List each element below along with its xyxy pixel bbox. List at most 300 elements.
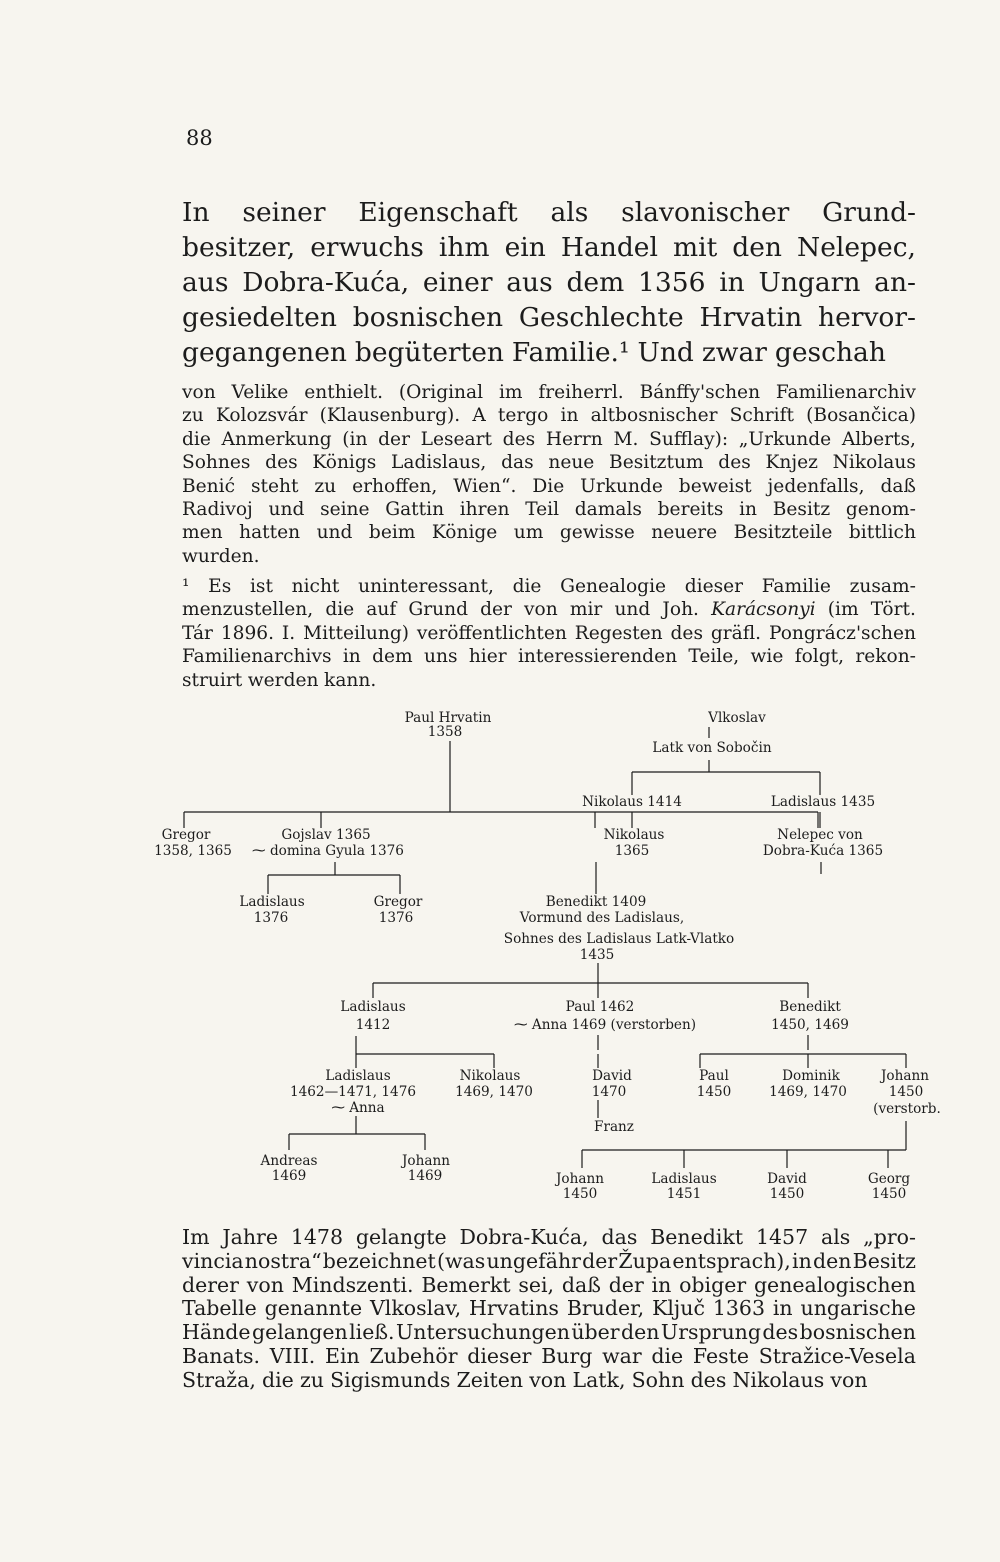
word: über (571, 1320, 620, 1345)
word: im (498, 382, 523, 403)
word: rekon- (855, 646, 916, 668)
genealogy-label: Ladislaus 1435 (770, 794, 876, 810)
genealogy-label: Benedikt 1409 (545, 894, 647, 910)
genealogy-label: 1469, 1470 (455, 1084, 533, 1100)
word: Familie.¹ (511, 337, 630, 368)
word: neuere (651, 522, 718, 544)
word: daß (880, 475, 916, 497)
word: war (602, 1343, 642, 1368)
word: M. (613, 428, 639, 450)
word: Sufflay): (649, 428, 729, 450)
genealogy-label: Paul Hrvatin (404, 710, 492, 726)
word: Hrvatin (699, 302, 803, 333)
word: in (772, 1296, 793, 1321)
word: Königs (312, 452, 377, 474)
word: Sohn (631, 1367, 685, 1392)
word: Ungarn (758, 267, 861, 298)
word: Schrift (729, 405, 794, 427)
word: einer (422, 267, 493, 298)
genealogy-label: Nikolaus (603, 827, 665, 843)
word: Die (532, 475, 565, 497)
word: Banats. (182, 1343, 260, 1368)
word: ist (249, 576, 273, 597)
word: „pro- (863, 1225, 916, 1249)
intro-paragraph (182, 195, 916, 370)
word: ihm (438, 232, 490, 263)
word: daß (561, 1272, 601, 1297)
genealogy-label: 1358, 1365 (154, 843, 232, 859)
word: Bemerkt (421, 1272, 511, 1297)
genealogy-label: Paul (699, 1068, 729, 1084)
word: I. (281, 622, 296, 644)
footnote-line (182, 428, 916, 451)
closing-line (182, 1369, 916, 1393)
word: Tört. (870, 599, 916, 621)
genealogy-label: Paul 1462 (565, 999, 635, 1015)
word: Geschlechte (518, 302, 684, 333)
genealogy-label: Georg (867, 1171, 911, 1187)
word: bosnischen (352, 302, 504, 333)
genealogy-label: 1435 (579, 947, 615, 963)
word: Grund (408, 599, 468, 621)
word: VIII. (269, 1343, 316, 1368)
word: menzustellen, (182, 599, 314, 621)
word: Ursprung (660, 1320, 761, 1345)
word: 1356 (637, 267, 706, 298)
word: uns (424, 646, 458, 668)
word: Familienarchivs (182, 646, 332, 668)
word: Knjez (765, 452, 818, 474)
genealogy-label: 1462—1471, 1476 (289, 1084, 417, 1100)
genealogy-label: 1358 (427, 724, 463, 740)
word: altbosnischer (590, 405, 718, 427)
word: von (529, 1367, 567, 1392)
footnote-line (182, 521, 916, 544)
word: hatten (239, 522, 301, 544)
word: hier (468, 646, 507, 668)
word: Familie (761, 576, 831, 597)
word: zwar (701, 337, 767, 368)
closing-paragraph (182, 1226, 916, 1393)
genealogy-connectors (184, 727, 906, 1168)
intro-line (182, 265, 916, 300)
word: interessierenden (517, 646, 678, 668)
word: Handel (560, 232, 658, 263)
word: in (560, 405, 579, 427)
word: des (718, 452, 751, 474)
word: tergo (497, 405, 549, 427)
word: Dobra-Kuća, (459, 1225, 589, 1249)
word: men (182, 522, 223, 544)
word: (Original (398, 382, 484, 403)
footnote-line (182, 545, 916, 568)
footnote-line (182, 404, 916, 427)
word: folgt, (794, 646, 845, 668)
word: Burg (541, 1343, 593, 1368)
word: vincia (182, 1248, 244, 1273)
word: In (182, 197, 210, 228)
word: 1896. (220, 622, 275, 644)
word: werden (247, 669, 319, 691)
footnote-line (182, 451, 916, 474)
genealogy-label: Johann (880, 1068, 930, 1084)
genealogy-label: Gojslav 1365 (281, 827, 371, 843)
word: ¹ (182, 576, 190, 597)
word: „Urkunde (738, 428, 832, 450)
word: zu (314, 475, 337, 497)
word: gelangen (251, 1320, 348, 1345)
genealogy-label: 1450 (871, 1186, 907, 1202)
word: hervor- (818, 302, 916, 333)
word: bittlich (848, 522, 916, 544)
word: Latk, (572, 1367, 626, 1392)
word: Župa (618, 1248, 672, 1273)
word: dem (566, 267, 625, 298)
word: Tabelle (182, 1296, 257, 1321)
genealogy-label: Vormund des Ladislaus, (519, 910, 685, 926)
note1-line (182, 622, 916, 645)
word: Stražice-Vesela (758, 1343, 916, 1368)
word: bosnischen (799, 1320, 916, 1345)
closing-line (182, 1274, 916, 1298)
word: Sohnes (182, 452, 251, 474)
word: 1363 (712, 1296, 766, 1321)
word: dieser (467, 1343, 532, 1368)
word: struirt (182, 669, 243, 691)
word: (Bosančica) (806, 405, 916, 427)
word: als (820, 1225, 851, 1249)
genealogy-label: David (767, 1171, 807, 1187)
word: des (690, 1367, 727, 1392)
word: die (261, 1367, 294, 1392)
word: mit (672, 232, 718, 263)
word: Vlkoslav, (370, 1296, 462, 1321)
genealogy-label: 1469 (407, 1168, 443, 1184)
word: Ladislaus, (391, 452, 487, 474)
word: zusam- (849, 576, 916, 597)
word: beweist (678, 475, 752, 497)
genealogy-label: Johann (555, 1171, 605, 1187)
word: Alberts, (841, 428, 916, 450)
word: ungarische (800, 1296, 916, 1321)
note1-line (182, 645, 916, 668)
word: slavonischer (621, 197, 790, 228)
closing-line (182, 1345, 916, 1369)
word: Zeiten (456, 1367, 524, 1392)
word: Teile, (688, 646, 740, 668)
genealogy-label: 1412 (355, 1017, 391, 1033)
note1-line (182, 669, 916, 692)
word: Sigismunds (330, 1367, 451, 1392)
closing-line (182, 1297, 916, 1321)
closing-line (182, 1226, 916, 1250)
word: ihren (459, 499, 510, 521)
word: von (246, 1272, 284, 1297)
word: Mitteilung) (303, 622, 409, 644)
genealogy-label: 1376 (378, 910, 414, 926)
word: seine (320, 499, 370, 521)
footnote-line (182, 498, 916, 521)
word: Wien“. (453, 475, 517, 497)
word: der (378, 428, 410, 450)
word: des (265, 452, 298, 474)
word: gesiedelten (182, 302, 337, 333)
word: ließ. (349, 1320, 395, 1345)
genealogy-label: 1376 (253, 910, 289, 926)
word: neue (548, 452, 595, 474)
word: dem (372, 646, 413, 668)
footnote-line (182, 381, 916, 404)
word: dieser (684, 576, 744, 597)
word: Benić (182, 475, 236, 497)
word: das (501, 452, 534, 474)
word: die (512, 576, 542, 597)
word: Velike (231, 382, 289, 403)
word: bezeichnet (322, 1248, 436, 1273)
genealogy-label: 1469 (271, 1168, 307, 1184)
word: genannte (264, 1296, 363, 1321)
word: enthielt. (304, 382, 384, 403)
word: genealogischen (753, 1272, 916, 1297)
intro-line (182, 230, 916, 265)
note1-line (182, 598, 916, 621)
word: Karácsonyi (711, 599, 816, 621)
word: Eigenschaft (358, 197, 518, 228)
word: kann. (324, 669, 377, 691)
word: in (792, 1248, 812, 1273)
word: den (812, 1248, 852, 1273)
genealogy-label: ⁓ domina Gyula 1376 (252, 843, 404, 859)
word: Teil (525, 499, 560, 521)
genealogy-label: Ladislaus (651, 1171, 717, 1187)
word: Joh. (662, 599, 699, 621)
genealogy-label: 1365 (614, 843, 650, 859)
page-number: 88 (186, 126, 213, 150)
genealogy-label: Sohnes des Ladislaus Latk-Vlatko (503, 931, 735, 947)
genealogy-label: ⁓ Anna (331, 1100, 385, 1116)
word: gräfl. (710, 622, 762, 644)
word: Grund- (822, 197, 916, 228)
genealogy-label: Ladislaus (340, 999, 406, 1015)
genealogy-label: 1450 (769, 1186, 805, 1202)
word: gewisse (559, 522, 635, 544)
genealogy-label: ⁓ Anna 1469 (verstorben) (513, 1017, 697, 1033)
footnote-1 (182, 575, 916, 692)
genealogy-label: 1450 (696, 1084, 732, 1100)
word: Familienarchiv (775, 382, 916, 403)
word: damals (574, 499, 642, 521)
word: in (342, 646, 361, 668)
word: wie (750, 646, 784, 668)
genealogy-label: Johann (401, 1153, 451, 1169)
intro-line (182, 335, 916, 370)
word: als (550, 197, 589, 228)
word: 1457 (755, 1225, 809, 1249)
word: Dobra-Kuća, (242, 267, 410, 298)
word: ein (504, 232, 546, 263)
closing-line (182, 1321, 916, 1345)
word: den (621, 1320, 660, 1345)
word: Besitzteile (733, 522, 833, 544)
word: der (582, 1248, 618, 1273)
word: Leseart (420, 428, 492, 450)
word: des (762, 1320, 799, 1345)
word: Straža, (182, 1367, 256, 1392)
word: Anmerkung (221, 428, 332, 450)
word: auf (366, 599, 397, 621)
word: Und (637, 337, 694, 368)
intro-line (182, 300, 916, 335)
word: genom- (845, 499, 916, 521)
word: Ključ (652, 1296, 705, 1321)
word: Gattin (385, 499, 445, 521)
word: Hände (182, 1320, 251, 1345)
word: Besitztum (609, 452, 704, 474)
word: in (739, 499, 758, 521)
word: Urkunde (580, 475, 663, 497)
word: Mindszenti. (291, 1272, 414, 1297)
word: A (472, 405, 486, 427)
genealogy-label: Franz (594, 1119, 634, 1135)
genealogy-label: Andreas (260, 1153, 318, 1169)
genealogy-label: Dominik (782, 1068, 840, 1084)
word: an- (874, 267, 916, 298)
word: Tár (182, 622, 213, 644)
word: Besitz (772, 499, 831, 521)
word: Im (182, 1225, 210, 1249)
word: in (719, 267, 745, 298)
word: aus (506, 267, 553, 298)
word: jedenfalls, (767, 475, 865, 497)
word: wurden. (182, 545, 260, 567)
word: begüterten (354, 337, 504, 368)
word: (was (437, 1248, 486, 1273)
word: und (316, 522, 353, 544)
word: Benedikt (650, 1225, 744, 1249)
genealogy-label: Dobra-Kuća 1365 (762, 843, 884, 859)
word: Feste (692, 1343, 750, 1368)
genealogy-label: David (592, 1068, 632, 1084)
word: Pongrácz'schen (768, 622, 916, 644)
genealogy-label: Nikolaus (459, 1068, 521, 1084)
word: Jahre (222, 1225, 278, 1249)
word: entsprach), (672, 1248, 791, 1273)
word: besitzer, (182, 232, 296, 263)
word: zu (299, 1367, 324, 1392)
word: (Klausenburg). (319, 405, 461, 427)
genealogy-label: 1470 (591, 1084, 627, 1100)
word: Genealogie (560, 576, 667, 597)
word: den (732, 232, 782, 263)
word: die (182, 428, 211, 450)
word: Radivoj (182, 499, 253, 521)
footnote-continuation (182, 381, 916, 568)
genealogy-label: 1450 (888, 1084, 924, 1100)
genealogy-label: Nikolaus 1414 (582, 794, 682, 810)
genealogy-label: Gregor (161, 827, 211, 843)
genealogy-label: Benedikt (779, 999, 841, 1015)
word: bereits (657, 499, 724, 521)
word: obiger (679, 1272, 747, 1297)
word: und (614, 599, 651, 621)
word: ungefähr (486, 1248, 581, 1273)
word: Hrvatins (468, 1296, 559, 1321)
word: freiherrl. (538, 382, 624, 403)
genealogy-label: 1451 (666, 1186, 702, 1202)
word: Nikolaus (832, 452, 916, 474)
word: aus (182, 267, 229, 298)
word: die (325, 599, 355, 621)
word: Zubehör (369, 1343, 458, 1368)
word: Bruder, (566, 1296, 645, 1321)
genealogy-label: 1450, 1469 (771, 1017, 849, 1033)
word: steht (250, 475, 299, 497)
word: und (268, 499, 305, 521)
word: seiner (242, 197, 326, 228)
word: der (480, 599, 512, 621)
genealogy-label: Latk von Sobočin (652, 740, 772, 756)
word: von (524, 599, 558, 621)
genealogy-label: Vlkoslav (708, 710, 766, 726)
word: Nelepec, (797, 232, 916, 263)
word: Herrn (545, 428, 603, 450)
word: um (513, 522, 544, 544)
genealogy-label: 1469, 1470 (769, 1084, 847, 1100)
word: in (651, 1272, 672, 1297)
intro-line (182, 195, 916, 230)
word: Ein (325, 1343, 360, 1368)
word: gegangenen (182, 337, 347, 368)
word: von (182, 382, 216, 403)
note1-line (182, 575, 916, 598)
word: erhoffen, (352, 475, 438, 497)
word: die (651, 1343, 684, 1368)
word: Nikolaus (732, 1367, 825, 1392)
word: der (608, 1272, 644, 1297)
word: uninteressant, (358, 576, 494, 597)
word: sei, (518, 1272, 555, 1297)
word: Bánffy'schen (639, 382, 761, 403)
word: von (830, 1367, 868, 1392)
genealogy-label: Ladislaus (325, 1068, 391, 1084)
word: (im (827, 599, 859, 621)
word: das (601, 1225, 638, 1249)
word: nicht (291, 576, 340, 597)
word: 1478 (290, 1225, 344, 1249)
word: geschah (774, 337, 886, 368)
word: zu (182, 405, 204, 427)
word: nostra“ (244, 1248, 322, 1273)
genealogy-label: Gregor (373, 894, 423, 910)
word: Könige (431, 522, 498, 544)
genealogy-label: Nelepec von (777, 827, 863, 843)
word: Kolozsvár (215, 405, 308, 427)
closing-line (182, 1250, 916, 1274)
word: Regesten (574, 622, 663, 644)
word: veröffentlichten (416, 622, 567, 644)
word: gelangte (355, 1225, 447, 1249)
word: beim (368, 522, 416, 544)
word: Es (208, 576, 232, 597)
word: Besitz (852, 1248, 916, 1273)
genealogy-label: (verstorb. (873, 1101, 941, 1117)
word: mir (569, 599, 603, 621)
word: des (670, 622, 703, 644)
word: erwuchs (310, 232, 424, 263)
word: des (502, 428, 536, 450)
genealogy-label: 1450 (562, 1186, 598, 1202)
word: (in (342, 428, 368, 450)
